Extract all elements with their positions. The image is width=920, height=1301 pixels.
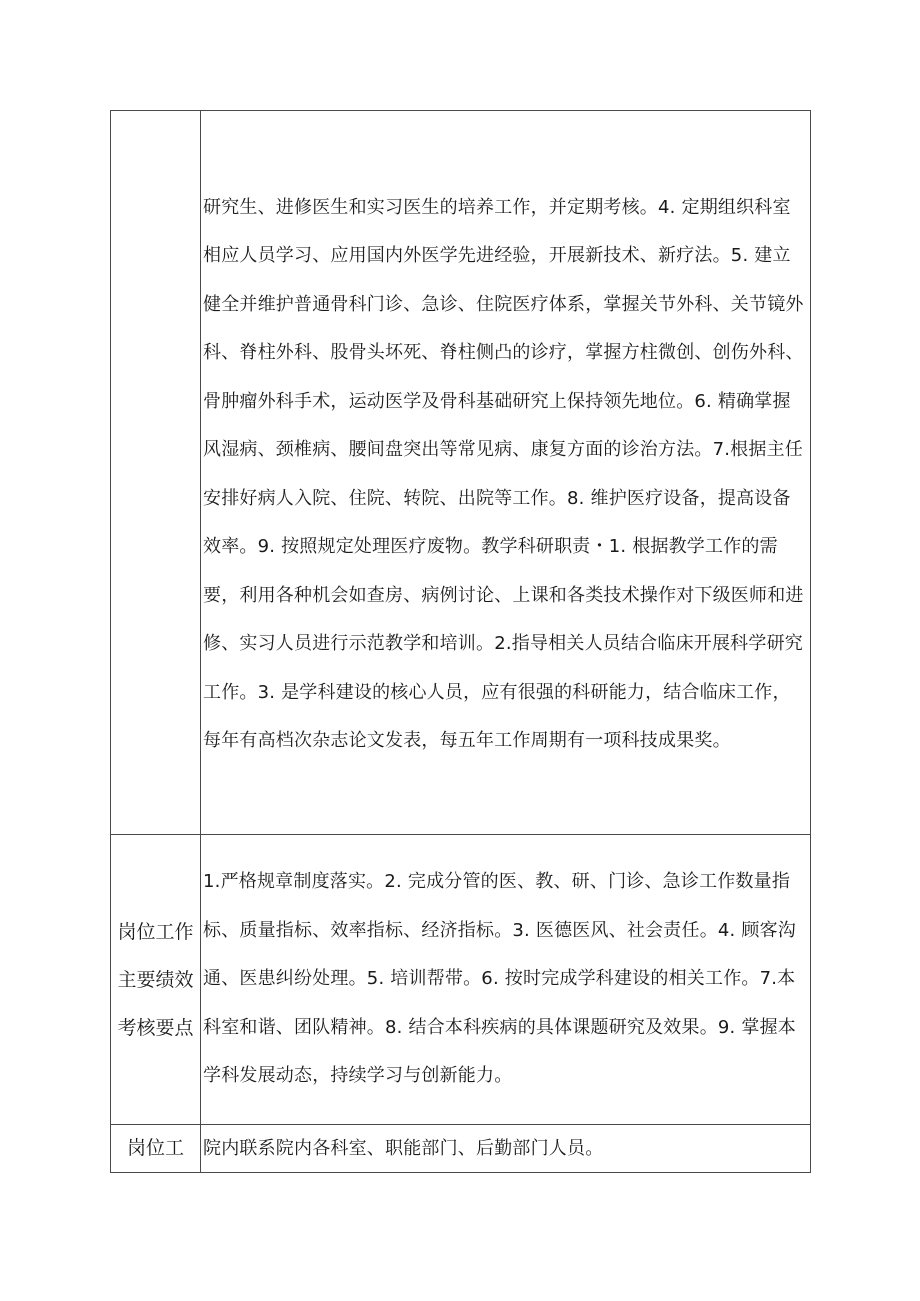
row-content-cell	[201, 111, 811, 835]
duties-content: 研究生、进修医生和实习医生的培养工作，并定期考核。4. 定期组织科室相应人员学习、应用国内外医学先进经验，开展新技术、新疗法。5. 建立健全并维护普通骨科门诊、急诊、住院医疗体系，掌握关节外科、关节镜外科、脊柱外科、股骨头坏死、脊柱侧凸的诊疗，掌握方柱微创、创伤外科、骨肿瘤外科手术，运动医学及骨科基础研究上保持领先地位。6. 精确掌握风湿病、颈椎病、腰间盘突出等常见病、康复方面的诊治方法。7.根据主任安排好病人入院、住院、转院、出院等工作。8. 维护医疗设备，提高设备效率。9. 按照规定处理医疗废物。教学科研职责・1. 根据教学工作的需要，利用各种机会如查房、病例讨论、上课和各类技术操作对下级医师和进修、实习人员进行示范教学和培训。2.指导相关人员结合临床开展科学研究工作。3. 是学科建设的核心人员，应有很强的科研能力，结合临床工作，每年有高档次杂志论文发表，每五年工作周期有一项科技成果奖。	[203, 196, 804, 751]
table-row-duties	[111, 111, 811, 835]
contact-label: 岗位工	[126, 1137, 184, 1159]
row-label-cell	[111, 1125, 201, 1173]
job-description-table	[110, 110, 811, 1173]
row-content-cell	[201, 1125, 811, 1173]
kpi-content: 1.严格规章制度落实。2. 完成分管的医、教、研、门诊、急诊工作数量指标、质量指标、效率指标、经济指标。3. 医德医风、社会责任。4. 顾客沟通、医患纠纷处理。5. 培训帮带。6. 按时完成学科建设的相关工作。7.本科室和谐、团队精神。8. 结合本科疾病的具体课题研究及效果。9. 掌握本学科发展动态，持续学习与创新能力。	[203, 871, 796, 1087]
row-label-cell	[111, 111, 201, 835]
kpi-label: 岗位工作主要绩效考核要点	[117, 920, 194, 1039]
table-row-kpi	[111, 835, 811, 1125]
row-content-cell	[201, 835, 811, 1125]
contact-content: 院内联系院内各科室、职能部门、后勤部门人员。	[203, 1137, 604, 1159]
row-label-cell	[111, 835, 201, 1125]
table-row-contact	[111, 1125, 811, 1173]
